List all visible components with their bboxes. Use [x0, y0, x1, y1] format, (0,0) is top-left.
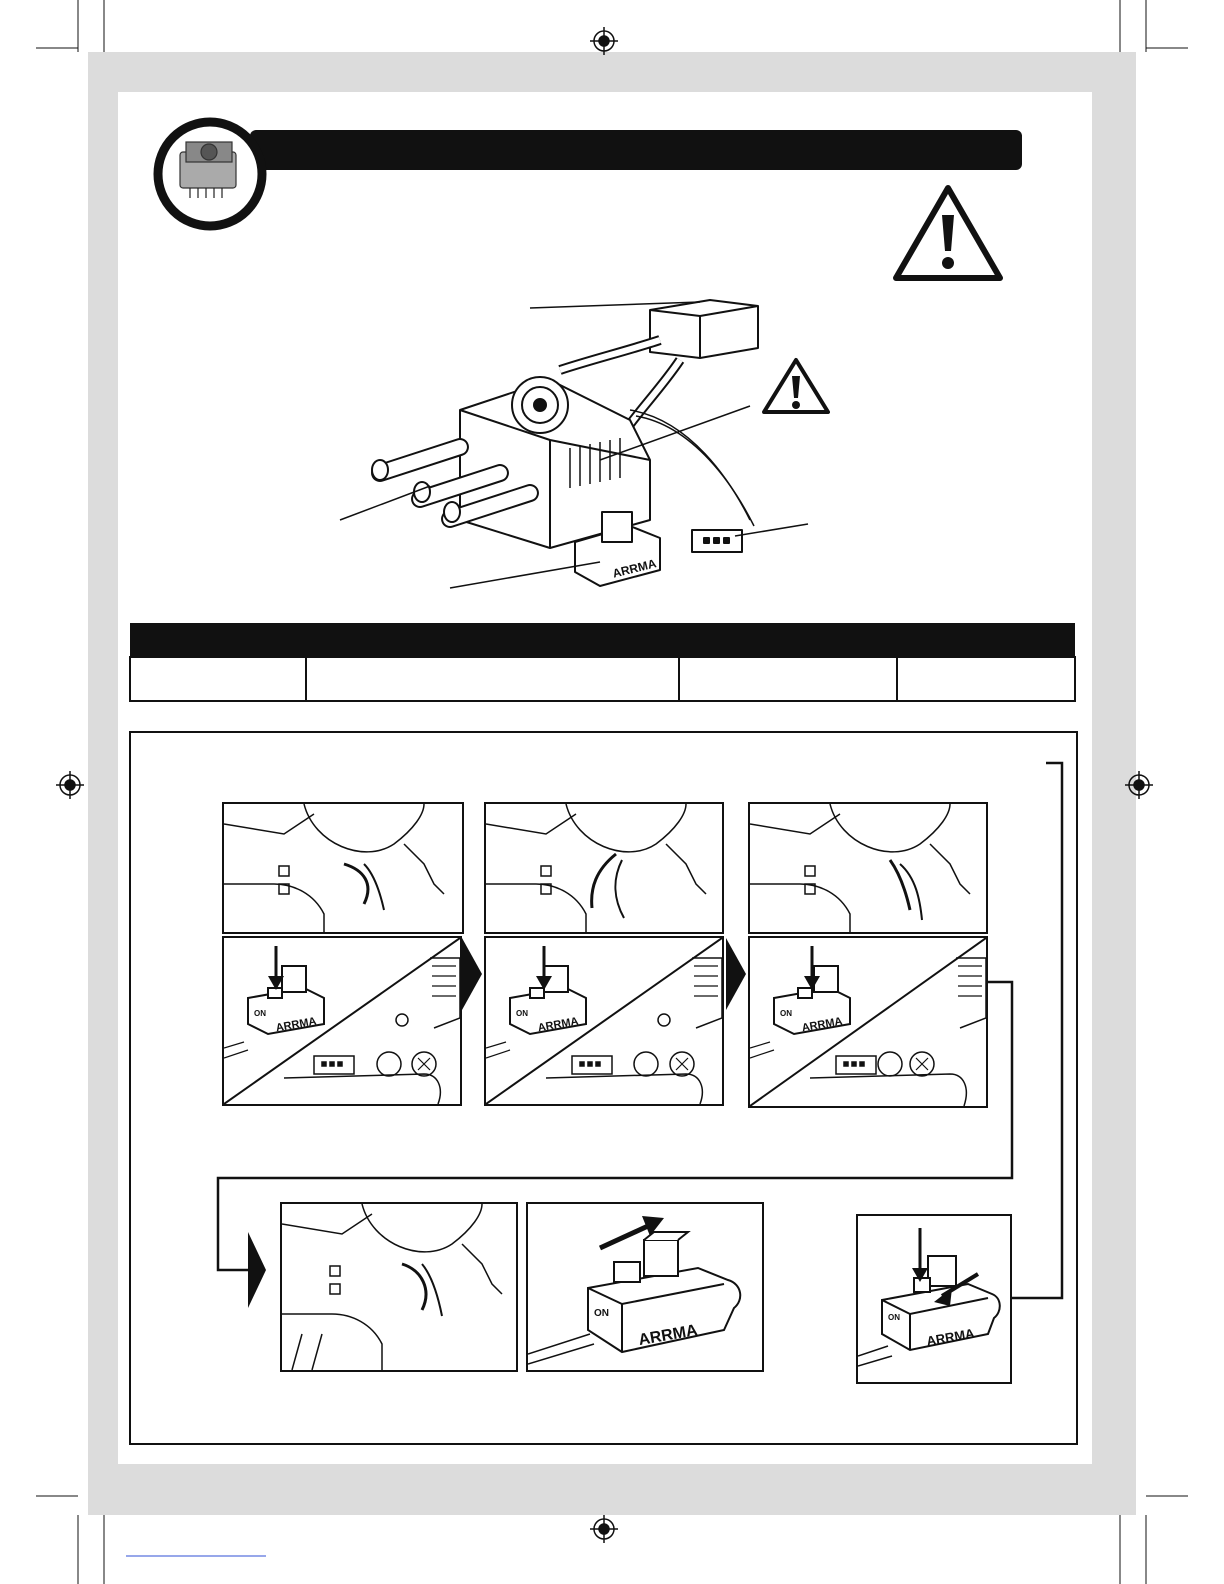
switch-panel-2: [484, 936, 724, 1106]
switch-logo-3: ARRMA: [800, 1015, 844, 1035]
spec-table: [129, 623, 1076, 702]
transmitter-panel-4: [280, 1202, 518, 1372]
switch-logo-2: ARRMA: [536, 1015, 580, 1035]
esc-switch-logo: ARRMA: [611, 556, 658, 581]
switch-final-panel: [856, 1214, 1012, 1384]
switch-on-label-1: ON: [254, 1009, 266, 1018]
switch-logo-1: ARRMA: [274, 1015, 318, 1035]
spec-cell-4: [897, 657, 1075, 701]
switch-on-label-2: ON: [516, 1009, 528, 1018]
switch-on-label-5: ON: [594, 1308, 609, 1319]
switch-slide-panel: [526, 1202, 764, 1372]
spec-cell-3: [679, 657, 897, 701]
spec-table-header: [130, 623, 1075, 657]
spec-cell-2: [306, 657, 679, 701]
transmitter-panel-2: [484, 802, 724, 934]
esc-illustration: [330, 280, 830, 610]
warning-triangle-icon: [890, 183, 1006, 283]
warning-triangle-icon-small: [764, 360, 828, 412]
switch-logo-6: ARRMA: [925, 1325, 976, 1349]
switch-on-label-3: ON: [780, 1009, 792, 1018]
switch-on-label-6: ON: [888, 1313, 900, 1322]
switch-logo-5: ARRMA: [637, 1321, 699, 1350]
transmitter-panel-1: [222, 802, 464, 934]
switch-panel-1: [222, 936, 462, 1106]
switch-panel-3: [748, 936, 988, 1108]
spec-cell-1: [130, 657, 306, 701]
transmitter-panel-3: [748, 802, 988, 934]
